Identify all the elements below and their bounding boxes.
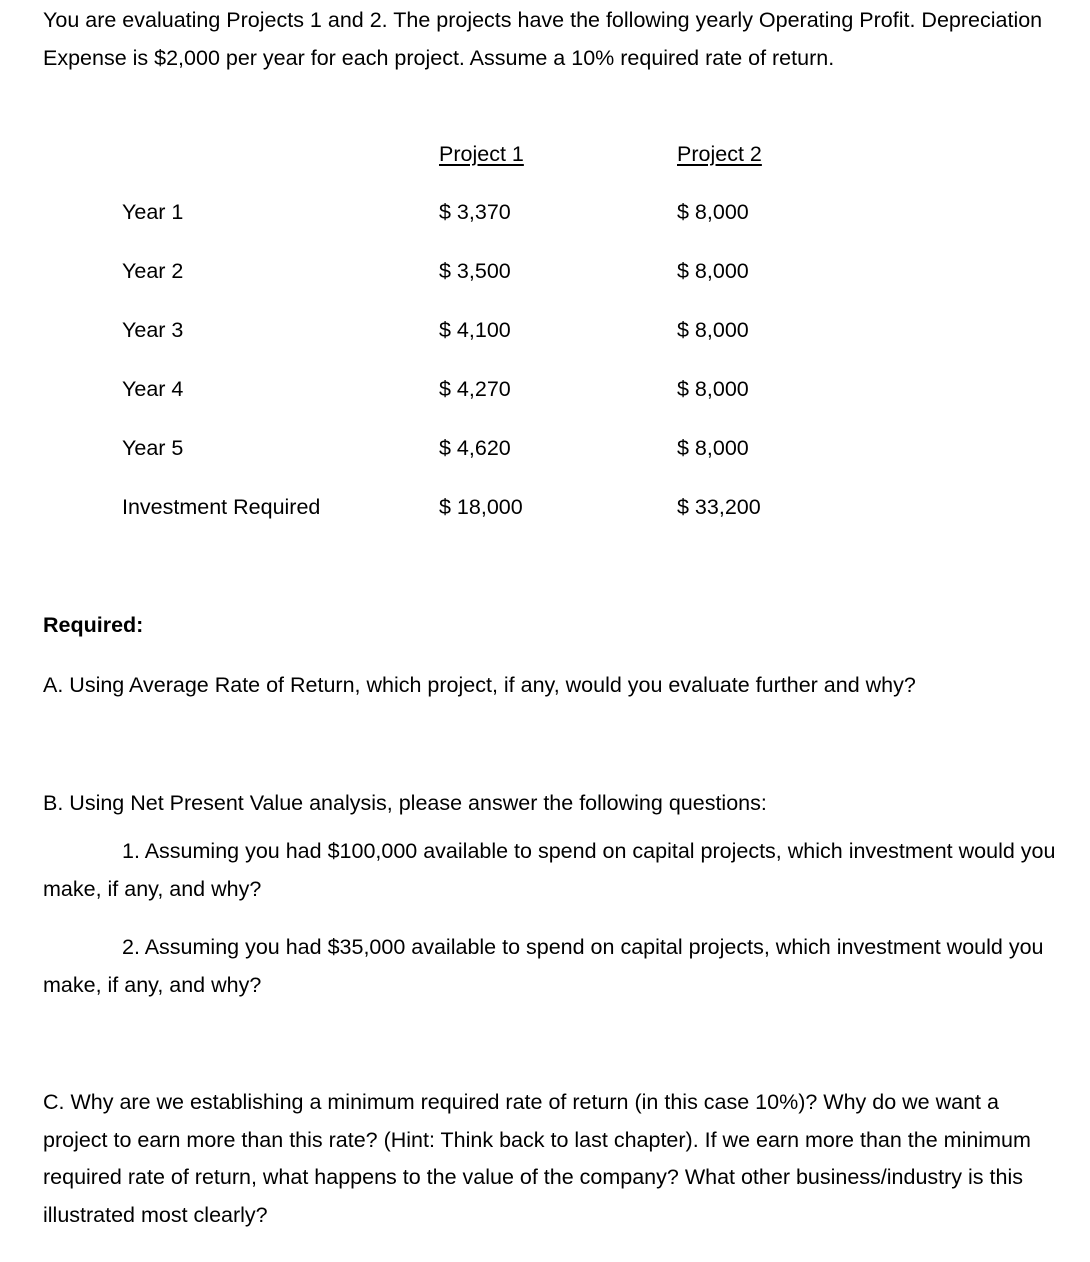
- required-heading: Required:: [43, 613, 144, 637]
- question-b1: 1. Assuming you had $100,000 available to spend on capital projects, which investment would you make, if any, and why?: [43, 839, 1056, 901]
- row-label: Year 4: [122, 377, 184, 401]
- question-a: A. Using Average Rate of Return, which project, if any, would you evaluate further and why?: [43, 673, 916, 697]
- row-label: Year 1: [122, 200, 184, 224]
- project-1-value: $ 4,100: [439, 318, 511, 342]
- row-label: Year 2: [122, 259, 184, 283]
- project-2-value: $ 8,000: [677, 200, 749, 224]
- project-2-value: $ 8,000: [677, 377, 749, 401]
- project-2-value: $ 8,000: [677, 259, 749, 283]
- row-label: Investment Required: [122, 495, 321, 519]
- intro-paragraph: You are evaluating Projects 1 and 2. The projects have the following yearly Operating Profit. Depreciation Expense is $2,000 per year for each project. Assume a 10% required rate of return.: [43, 8, 1043, 70]
- project-2-value: $ 8,000: [677, 318, 749, 342]
- question-c: C. Why are we establishing a minimum required rate of return (in this case 10%)? Why do we want a project to earn more than this rate? (Hint: Think back to last chapter). If we earn more than the minimum required rate of return, what happens to the value of the company? What other business/industry is this illustrated most clearly?: [43, 1090, 1031, 1227]
- project-1-value: $ 4,620: [439, 436, 511, 460]
- row-label: Year 3: [122, 318, 184, 342]
- row-label: Year 5: [122, 436, 184, 460]
- project-1-header: Project 1: [439, 142, 524, 166]
- project-1-value: $ 3,500: [439, 259, 511, 283]
- project-2-value: $ 33,200: [677, 495, 761, 519]
- question-b: B. Using Net Present Value analysis, please answer the following questions:: [43, 791, 767, 815]
- project-1-value: $ 18,000: [439, 495, 523, 519]
- project-1-value: $ 4,270: [439, 377, 511, 401]
- project-2-header: Project 2: [677, 142, 762, 166]
- question-b2: 2. Assuming you had $35,000 available to spend on capital projects, which investment would you make, if any, and why?: [43, 935, 1044, 997]
- project-1-value: $ 3,370: [439, 200, 511, 224]
- project-2-value: $ 8,000: [677, 436, 749, 460]
